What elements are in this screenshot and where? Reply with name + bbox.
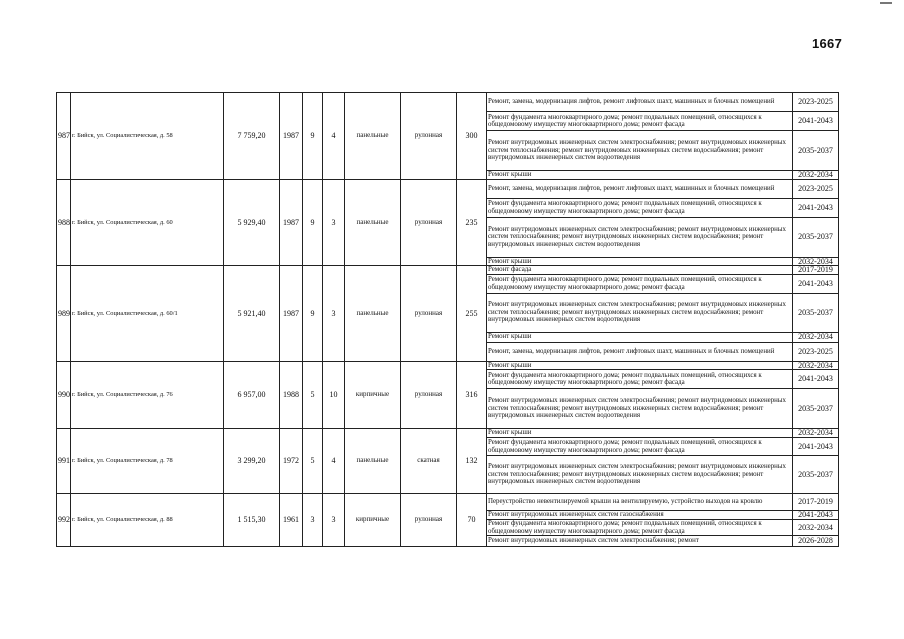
- repair-work-name: Ремонт, замена, модернизация лифтов, ремонт лифтовых шахт, машинных и блочных помещений: [487, 93, 793, 112]
- building-apartments: 300: [457, 93, 487, 180]
- repair-period: 2035-2037: [793, 293, 839, 332]
- building-wall-material: панельные: [345, 429, 401, 494]
- building-year: 1987: [280, 93, 303, 180]
- building-apartments: 316: [457, 361, 487, 429]
- building-roof-type: рулонная: [401, 179, 457, 266]
- building-entrances: 4: [323, 93, 345, 180]
- repair-period: 2035-2037: [793, 217, 839, 257]
- page-number: 1667: [812, 36, 843, 51]
- repair-work-name: Переустройство невентилируемой крыши на вентилируемую, устройство выходов на кровлю: [487, 494, 793, 511]
- building-address: г. Бийск, ул. Социалистическая, д. 76: [71, 361, 224, 429]
- building-wall-material: панельные: [345, 179, 401, 266]
- repair-period: 2032-2034: [793, 429, 839, 438]
- repair-work-name: Ремонт внутридомовых инженерных систем электроснабжения; ремонт внутридомовых инженерных систем теплоснабжения; ремонт внутридомовых инженерных систем водоснабжения; ремонт внутридомовых инженерных систем водоотведения: [487, 217, 793, 257]
- building-address: г. Бийск, ул. Социалистическая, д. 60/1: [71, 266, 224, 362]
- building-wall-material: панельные: [345, 93, 401, 180]
- table-row: [57, 93, 839, 112]
- building-entrances: 3: [323, 179, 345, 266]
- building-address: г. Бийск, ул. Социалистическая, д. 60: [71, 179, 224, 266]
- building-roof-type: рулонная: [401, 361, 457, 429]
- building-area: 3 299,20: [224, 429, 280, 494]
- building-roof-type: рулонная: [401, 494, 457, 547]
- building-floors: 9: [303, 266, 323, 362]
- repair-period: 2035-2037: [793, 131, 839, 171]
- repair-work-name: Ремонт крыши: [487, 171, 793, 180]
- building-number: 990: [57, 361, 71, 429]
- table-body: [57, 93, 839, 547]
- repair-work-name: Ремонт, замена, модернизация лифтов, ремонт лифтовых шахт, машинных и блочных помещений: [487, 342, 793, 361]
- repair-work-name: Ремонт внутридомовых инженерных систем газоснабжения: [487, 511, 793, 520]
- building-address: г. Бийск, ул. Социалистическая, д. 58: [71, 93, 224, 180]
- building-year: 1987: [280, 266, 303, 362]
- table-row: [57, 266, 839, 275]
- building-number: 989: [57, 266, 71, 362]
- building-roof-type: рулонная: [401, 93, 457, 180]
- building-year: 1961: [280, 494, 303, 547]
- repair-work-name: Ремонт внутридомовых инженерных систем электроснабжения; ремонт внутридомовых инженерных систем теплоснабжения; ремонт внутридомовых инженерных систем водоснабжения; ремонт внутридомовых инженерных систем водоотведения: [487, 389, 793, 429]
- repair-period: 2026-2028: [793, 536, 839, 547]
- repair-work-name: Ремонт внутридомовых инженерных систем электроснабжения; ремонт внутридомовых инженерных систем теплоснабжения; ремонт внутридомовых инженерных систем водоснабжения; ремонт внутридомовых инженерных систем водоотведения: [487, 293, 793, 332]
- building-area: 6 957,00: [224, 361, 280, 429]
- building-floors: 3: [303, 494, 323, 547]
- building-floors: 9: [303, 93, 323, 180]
- repair-work-name: Ремонт фундамента многоквартирного дома; ремонт подвальных помещений, относящихся к общедомовому имуществу многоквартирного дома; ремонт фасада: [487, 198, 793, 217]
- repair-work-name: Ремонт внутридомовых инженерных систем электроснабжения; ремонт внутридомовых инженерных систем теплоснабжения; ремонт внутридомовых инженерных систем водоснабжения; ремонт внутридомовых инженерных систем водоотведения: [487, 131, 793, 171]
- building-floors: 5: [303, 361, 323, 429]
- building-number: 992: [57, 494, 71, 547]
- repair-work-name: Ремонт фундамента многоквартирного дома; ремонт подвальных помещений, относящихся к общедомовому имуществу многоквартирного дома; ремонт фасада: [487, 438, 793, 456]
- building-number: 991: [57, 429, 71, 494]
- building-year: 1987: [280, 179, 303, 266]
- repair-work-name: Ремонт внутридомовых инженерных систем электроснабжения; ремонт внутридомовых инженерных систем теплоснабжения; ремонт внутридомовых инженерных систем водоснабжения; ремонт внутридомовых инженерных систем водоотведения: [487, 456, 793, 494]
- building-wall-material: кирпичные: [345, 361, 401, 429]
- building-apartments: 70: [457, 494, 487, 547]
- repair-period: 2023-2025: [793, 93, 839, 112]
- building-area: 1 515,30: [224, 494, 280, 547]
- table-row: [57, 361, 839, 370]
- building-wall-material: панельные: [345, 266, 401, 362]
- repair-work-name: Ремонт крыши: [487, 332, 793, 342]
- table-row: [57, 429, 839, 438]
- table-row: [57, 179, 839, 198]
- building-number: 987: [57, 93, 71, 180]
- building-entrances: 4: [323, 429, 345, 494]
- building-number: 988: [57, 179, 71, 266]
- building-repair-table: [56, 92, 839, 547]
- repair-work-name: Ремонт фундамента многоквартирного дома; ремонт подвальных помещений, относящихся к общедомовому имуществу многоквартирного дома; ремонт фасада: [487, 520, 793, 536]
- repair-period: 2035-2037: [793, 389, 839, 429]
- building-address: г. Бийск, ул. Социалистическая, д. 88: [71, 494, 224, 547]
- repair-period: 2023-2025: [793, 179, 839, 198]
- building-roof-type: скатная: [401, 429, 457, 494]
- repair-period: 2041-2043: [793, 370, 839, 389]
- repair-work-name: Ремонт фундамента многоквартирного дома; ремонт подвальных помещений, относящихся к общедомовому имуществу многоквартирного дома; ремонт фасада: [487, 274, 793, 293]
- repair-period: 2032-2034: [793, 361, 839, 370]
- building-wall-material: кирпичные: [345, 494, 401, 547]
- repair-work-name: Ремонт фундамента многоквартирного дома; ремонт подвальных помещений, относящихся к общедомовому имуществу многоквартирного дома; ремонт фасада: [487, 370, 793, 389]
- repair-period: 2041-2043: [793, 198, 839, 217]
- building-area: 5 921,40: [224, 266, 280, 362]
- building-address: г. Бийск, ул. Социалистическая, д. 78: [71, 429, 224, 494]
- repair-period: 2041-2043: [793, 112, 839, 131]
- repair-work-name: Ремонт фасада: [487, 266, 793, 275]
- building-floors: 5: [303, 429, 323, 494]
- building-floors: 9: [303, 179, 323, 266]
- building-year: 1988: [280, 361, 303, 429]
- building-area: 5 929,40: [224, 179, 280, 266]
- table-row: [57, 494, 839, 511]
- repair-period: 2023-2025: [793, 342, 839, 361]
- building-apartments: 132: [457, 429, 487, 494]
- repair-period: 2041-2043: [793, 274, 839, 293]
- repair-period: 2017-2019: [793, 494, 839, 511]
- repair-period: 2041-2043: [793, 511, 839, 520]
- building-area: 7 759,20: [224, 93, 280, 180]
- repair-period: 2032-2034: [793, 520, 839, 536]
- repair-work-name: Ремонт, замена, модернизация лифтов, ремонт лифтовых шахт, машинных и блочных помещений: [487, 179, 793, 198]
- repair-work-name: Ремонт крыши: [487, 257, 793, 266]
- repair-period: 2041-2043: [793, 438, 839, 456]
- repair-period: 2035-2037: [793, 456, 839, 494]
- building-entrances: 10: [323, 361, 345, 429]
- building-year: 1972: [280, 429, 303, 494]
- building-apartments: 255: [457, 266, 487, 362]
- building-entrances: 3: [323, 494, 345, 547]
- repair-work-name: Ремонт крыши: [487, 429, 793, 438]
- scan-mark: [880, 2, 892, 4]
- building-roof-type: рулонная: [401, 266, 457, 362]
- repair-work-name: Ремонт фундамента многоквартирного дома; ремонт подвальных помещений, относящихся к общедомовому имуществу многоквартирного дома; ремонт фасада: [487, 112, 793, 131]
- building-entrances: 3: [323, 266, 345, 362]
- repair-period: 2017-2019: [793, 266, 839, 275]
- repair-period: 2032-2034: [793, 257, 839, 266]
- repair-period: 2032-2034: [793, 171, 839, 180]
- building-apartments: 235: [457, 179, 487, 266]
- repair-work-name: Ремонт крыши: [487, 361, 793, 370]
- repair-period: 2032-2034: [793, 332, 839, 342]
- repair-work-name: Ремонт внутридомовых инженерных систем электроснабжения; ремонт: [487, 536, 793, 547]
